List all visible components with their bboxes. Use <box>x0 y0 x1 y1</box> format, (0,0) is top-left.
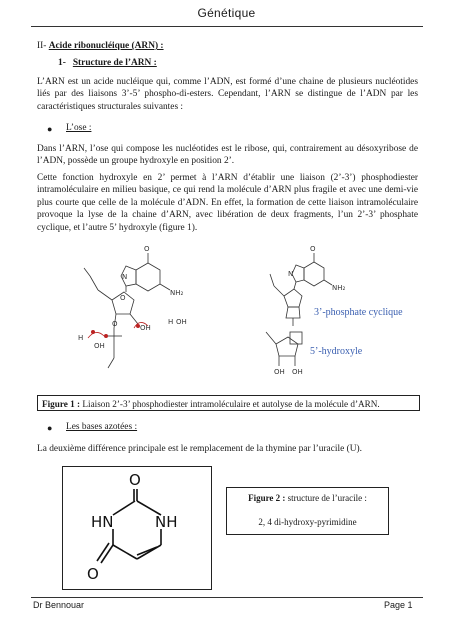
footer-rule <box>31 597 423 598</box>
footer-page-number: Page 1 <box>384 600 413 610</box>
bases-paragraph: La deuxième différence principale est le remplacement de la thymine par l’uracile (U). <box>37 444 362 454</box>
header-rule <box>31 26 423 27</box>
fig1-p-o: O <box>112 320 118 328</box>
ose-label: L’ose : <box>66 123 92 133</box>
subsection-title: Structure de l’ARN : <box>72 58 157 68</box>
fig1-h-left: H <box>168 318 174 326</box>
section-heading <box>37 40 164 52</box>
uracil-o-top: O <box>129 471 141 489</box>
uracil-nh: NH <box>155 513 178 531</box>
footer-author: Dr Bennouar <box>33 600 85 610</box>
figure2-caption-sub: 2, 4 di-hydroxy-pyrimidine <box>258 517 357 527</box>
section-title: Acide ribonucléique (ARN) : <box>48 41 164 51</box>
bullet-icon: ● <box>47 124 53 134</box>
figure1-diagram <box>38 240 418 392</box>
fig1-h-far: H <box>78 334 84 342</box>
ose-paragraph: Dans l’ARN, l’ose qui compose les nucléotides est le ribose, qui, contrairement au désoxyribose de l’ADN, possède un groupe hydroxyle en position 2’. <box>37 144 418 167</box>
section-number: II- <box>37 41 47 51</box>
fig1-n-right: N <box>288 270 294 278</box>
figure2-diagram-box <box>62 466 212 590</box>
fig1-nh2-right: NH₂ <box>332 284 346 292</box>
fig1-n-left: N <box>122 273 128 281</box>
fig1-o-sugar-left: O <box>120 294 126 302</box>
subsection-heading <box>58 57 157 69</box>
fig1-oh-left: OH <box>140 324 151 332</box>
hydroxyl-paragraph: Cette fonction hydroxyle en 2’ permet à l’ARN d’établir une liaison (2’-3’) phosphodiester intramoléculaire en milieu basique, ce qui rend la molécule d’ARN plus fragile et avec une demi-vie plus courte que celle de la molécule d’ADN. En effet, la formation de cette liaison intramoléculaire provoque la lyse de la chaine d’ARN, avec libération de deux fragments, l’un 2’-3’ phosphate cyclique, et l’autre 5’ hydroxyle (figure 1). <box>37 173 418 233</box>
fig1-o-top-right: O <box>310 245 316 253</box>
figure2-caption-label: Figure 2 : <box>248 493 286 503</box>
uracil-o-bottom: O <box>87 565 99 583</box>
page-header-title: Génétique <box>197 6 256 20</box>
bullet-icon: ● <box>47 423 53 433</box>
fig1-oh-sugar2-b: OH <box>292 368 303 376</box>
figure1-caption-label: Figure 1 : <box>42 399 81 409</box>
fig1-oh-bottom: OH <box>94 342 105 350</box>
fig1-hydroxyl-label: 5’-hydroxyle <box>310 346 363 357</box>
uracil-hn: HN <box>91 513 114 531</box>
uracil-structure <box>63 467 211 589</box>
fig1-cyclic-phosphate-label: 3’-phosphate cyclique <box>314 307 403 318</box>
subsection-number: 1- <box>58 58 66 68</box>
fig1-oh-right: OH <box>176 318 187 326</box>
bases-label: Les bases azotées : <box>66 422 138 432</box>
intro-paragraph: L’ARN est un acide nucléique qui, comme l’ADN, est formé d’une chaine de plusieurs nucléotides liés par des liaisons 3’-5’ phospho-di-esters. Cependant, l’ARN se distingue de l’ADN par les caractéristiques structurales suivantes : <box>37 77 418 112</box>
figure2-caption <box>226 487 389 535</box>
figure1-caption <box>37 395 420 411</box>
fig1-o-top-left: O <box>144 245 150 253</box>
figure2-caption-text: structure de l’uracile : <box>285 493 367 503</box>
fig1-oh-sugar2-a: OH <box>274 368 285 376</box>
fig1-nh2-left: NH₂ <box>170 289 184 297</box>
figure1-caption-text: Liaison 2’-3’ phosphodiester intramoléculaire et autolyse de la molécule d’ARN. <box>80 399 380 409</box>
